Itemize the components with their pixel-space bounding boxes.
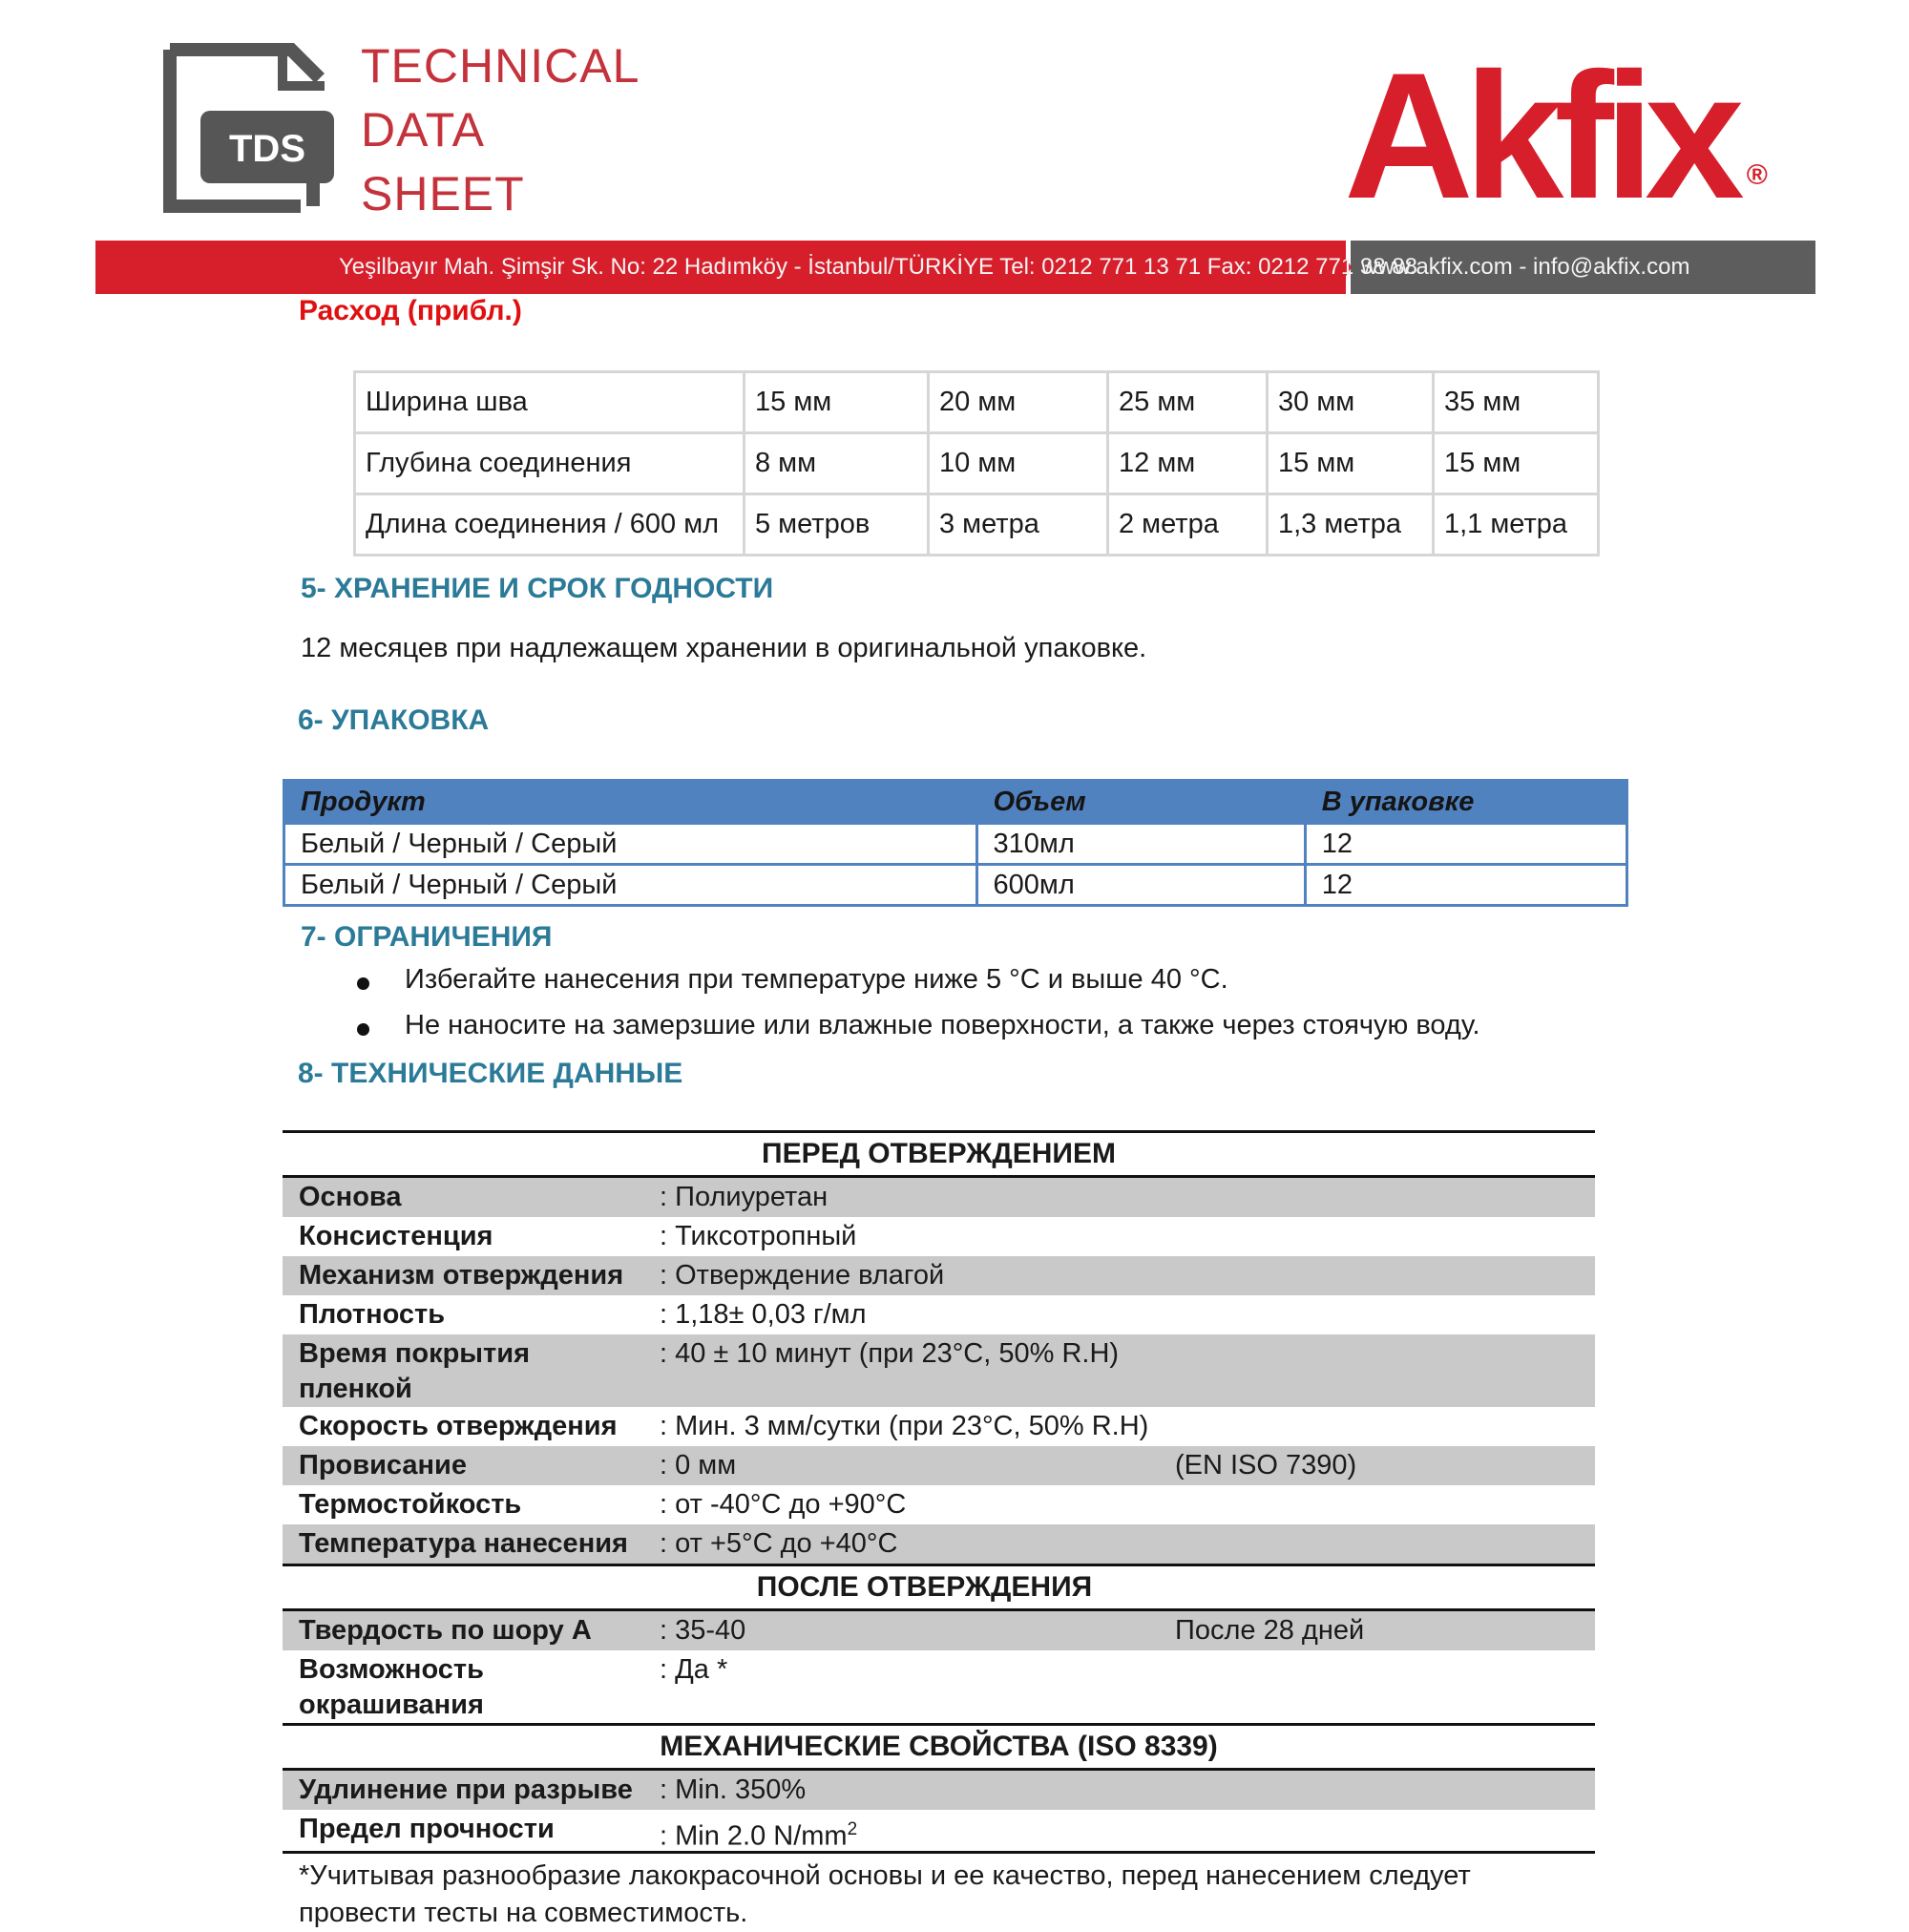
property-value: : 40 ± 10 минут (при 23°C, 50% R.H) [660, 1338, 1120, 1369]
bullet-icon [357, 1023, 369, 1036]
property-name: Время покрытия пленкой [299, 1338, 531, 1404]
registered-mark: ® [1746, 159, 1768, 191]
list-item [405, 964, 1480, 1010]
table-cell: Белый / Черный / Серый [284, 824, 977, 865]
limitations-list [405, 964, 1480, 1056]
table-cell: 10 мм [929, 433, 1108, 494]
storage-heading: 5- ХРАНЕНИЕ И СРОК ГОДНОСТИ [301, 573, 774, 604]
document-type-title [361, 34, 640, 226]
property-name: Провисание [299, 1450, 468, 1480]
table-cell: 310мл [976, 824, 1305, 865]
column-header: В упаковке [1305, 781, 1626, 824]
table-row [284, 824, 1627, 865]
technical-data-table [283, 1130, 1595, 1932]
table-cell: Ширина шва [355, 372, 745, 433]
company-web-contact: www.akfix.com - info@akfix.com [1361, 254, 1690, 280]
table-cell: 35 мм [1434, 372, 1599, 433]
property-value: : от -40°C до +90°C [660, 1489, 907, 1520]
property-value: : Полиуретан [660, 1182, 829, 1212]
packaging-heading: 6- УПАКОВКА [298, 704, 490, 736]
table-cell: Глубина соединения [355, 433, 745, 494]
table-cell: 12 [1305, 824, 1626, 865]
tds-document-icon [162, 42, 339, 214]
property-name: Возможность окрашивания [299, 1654, 484, 1720]
table-row [355, 372, 1599, 433]
table-cell: 12 мм [1108, 433, 1268, 494]
property-value [660, 1812, 857, 1855]
section-rule [283, 1851, 1595, 1854]
list-item-text: Не наносите на замерзшие или влажные поверхности, а также через стоячую воду. [405, 1010, 1480, 1040]
property-note: После 28 дней [1175, 1615, 1365, 1646]
table-cell: 8 мм [745, 433, 929, 494]
table-cell: 2 метра [1108, 494, 1268, 556]
before-curing-title: ПЕРЕД ОТВЕРЖДЕНИЕМ [762, 1138, 1116, 1169]
property-name: Консистенция [299, 1221, 493, 1251]
table-cell: 600мл [976, 865, 1305, 906]
table-row [283, 1485, 1595, 1524]
packaging-table [283, 779, 1628, 907]
table-row [283, 1650, 1595, 1723]
property-name: Твердость по шору А [299, 1615, 592, 1646]
table-row [284, 865, 1627, 906]
storage-text: 12 месяцев при надлежащем хранении в оригинальной упаковке. [301, 633, 1147, 663]
property-name: Удлинение при разрыве [299, 1774, 633, 1805]
consumption-heading: Расход (прибл.) [299, 295, 522, 326]
property-note: (EN ISO 7390) [1175, 1450, 1357, 1480]
footnote: *Учитывая разнообразие лакокрасочной основы и ее качество, перед нанесением следует провести тесты на совместимость. [299, 1860, 1471, 1928]
property-value: : 0 мм [660, 1450, 737, 1480]
table-row [283, 1407, 1595, 1446]
after-curing-title: ПОСЛЕ ОТВЕРЖДЕНИЯ [756, 1571, 1093, 1603]
brand-name: Akfix [1344, 35, 1735, 236]
property-value: : Тиксотропный [660, 1221, 857, 1251]
table-cell: 25 мм [1108, 372, 1268, 433]
table-cell: Белый / Черный / Серый [284, 865, 977, 906]
column-header: Объем [976, 781, 1305, 824]
property-name: Механизм отверждения [299, 1260, 624, 1291]
property-value: : 35-40 [660, 1615, 746, 1646]
title-line: TECHNICAL [361, 39, 640, 93]
table-row [283, 1810, 1595, 1852]
table-cell: 1,1 метра [1434, 494, 1599, 556]
table-row [283, 1295, 1595, 1334]
title-line: DATA [361, 103, 485, 157]
property-value: : 1,18± 0,03 г/мл [660, 1299, 867, 1330]
table-cell: 15 мм [1268, 433, 1434, 494]
property-value-text: : Min 2.0 N/mm [660, 1820, 848, 1852]
table-cell: 5 метров [745, 494, 929, 556]
table-cell: 1,3 метра [1268, 494, 1434, 556]
limitations-heading: 7- ОГРАНИЧЕНИЯ [301, 921, 553, 953]
list-item-text: Избегайте нанесения при температуре ниже 5 °C и выше 40 °C. [405, 964, 1228, 995]
table-row [283, 1256, 1595, 1295]
property-name: Плотность [299, 1299, 446, 1330]
bullet-icon [357, 977, 369, 990]
consumption-table [353, 370, 1600, 556]
tds-badge-text: TDS [229, 128, 305, 170]
property-name: Предел прочности [299, 1814, 555, 1844]
property-name: Температура нанесения [299, 1528, 628, 1559]
column-header: Продукт [284, 781, 977, 824]
technical-heading: 8- ТЕХНИЧЕСКИЕ ДАННЫЕ [298, 1058, 683, 1089]
table-row [283, 1524, 1595, 1564]
title-line: SHEET [361, 167, 525, 220]
table-row [283, 1334, 1595, 1407]
table-cell: 3 метра [929, 494, 1108, 556]
table-cell: 30 мм [1268, 372, 1434, 433]
table-header-row [284, 781, 1627, 824]
table-cell: 15 мм [1434, 433, 1599, 494]
property-value: : Да * [660, 1654, 728, 1685]
akfix-logo [1344, 35, 1768, 236]
mechanical-properties-title: МЕХАНИЧЕСКИЕ СВОЙСТВА (ISO 8339) [660, 1731, 1218, 1762]
table-cell: 12 [1305, 865, 1626, 906]
table-cell: 15 мм [745, 372, 929, 433]
list-item [405, 1010, 1480, 1056]
table-row [283, 1771, 1595, 1810]
property-value: : от +5°C до +40°C [660, 1528, 898, 1559]
table-row [283, 1178, 1595, 1217]
company-address: Yeşilbayır Mah. Şimşir Sk. No: 22 Hadımköy - İstanbul/TÜRKİYE Tel: 0212 771 13 71 Fax: 0212 771 38 88 [339, 254, 1417, 280]
table-row [355, 433, 1599, 494]
table-row [355, 494, 1599, 556]
table-row [283, 1217, 1595, 1256]
property-value: : Отверждение влагой [660, 1260, 945, 1291]
table-cell: 20 мм [929, 372, 1108, 433]
table-row [283, 1446, 1595, 1485]
property-name: Основа [299, 1182, 402, 1212]
property-value: : Min. 350% [660, 1774, 807, 1805]
property-name: Термостойкость [299, 1489, 522, 1520]
table-cell: Длина соединения / 600 мл [355, 494, 745, 556]
property-value: : Мин. 3 мм/сутки (при 23°C, 50% R.H) [660, 1411, 1149, 1441]
property-name: Скорость отверждения [299, 1411, 618, 1441]
unit-superscript: 2 [847, 1819, 858, 1839]
table-row [283, 1611, 1595, 1650]
